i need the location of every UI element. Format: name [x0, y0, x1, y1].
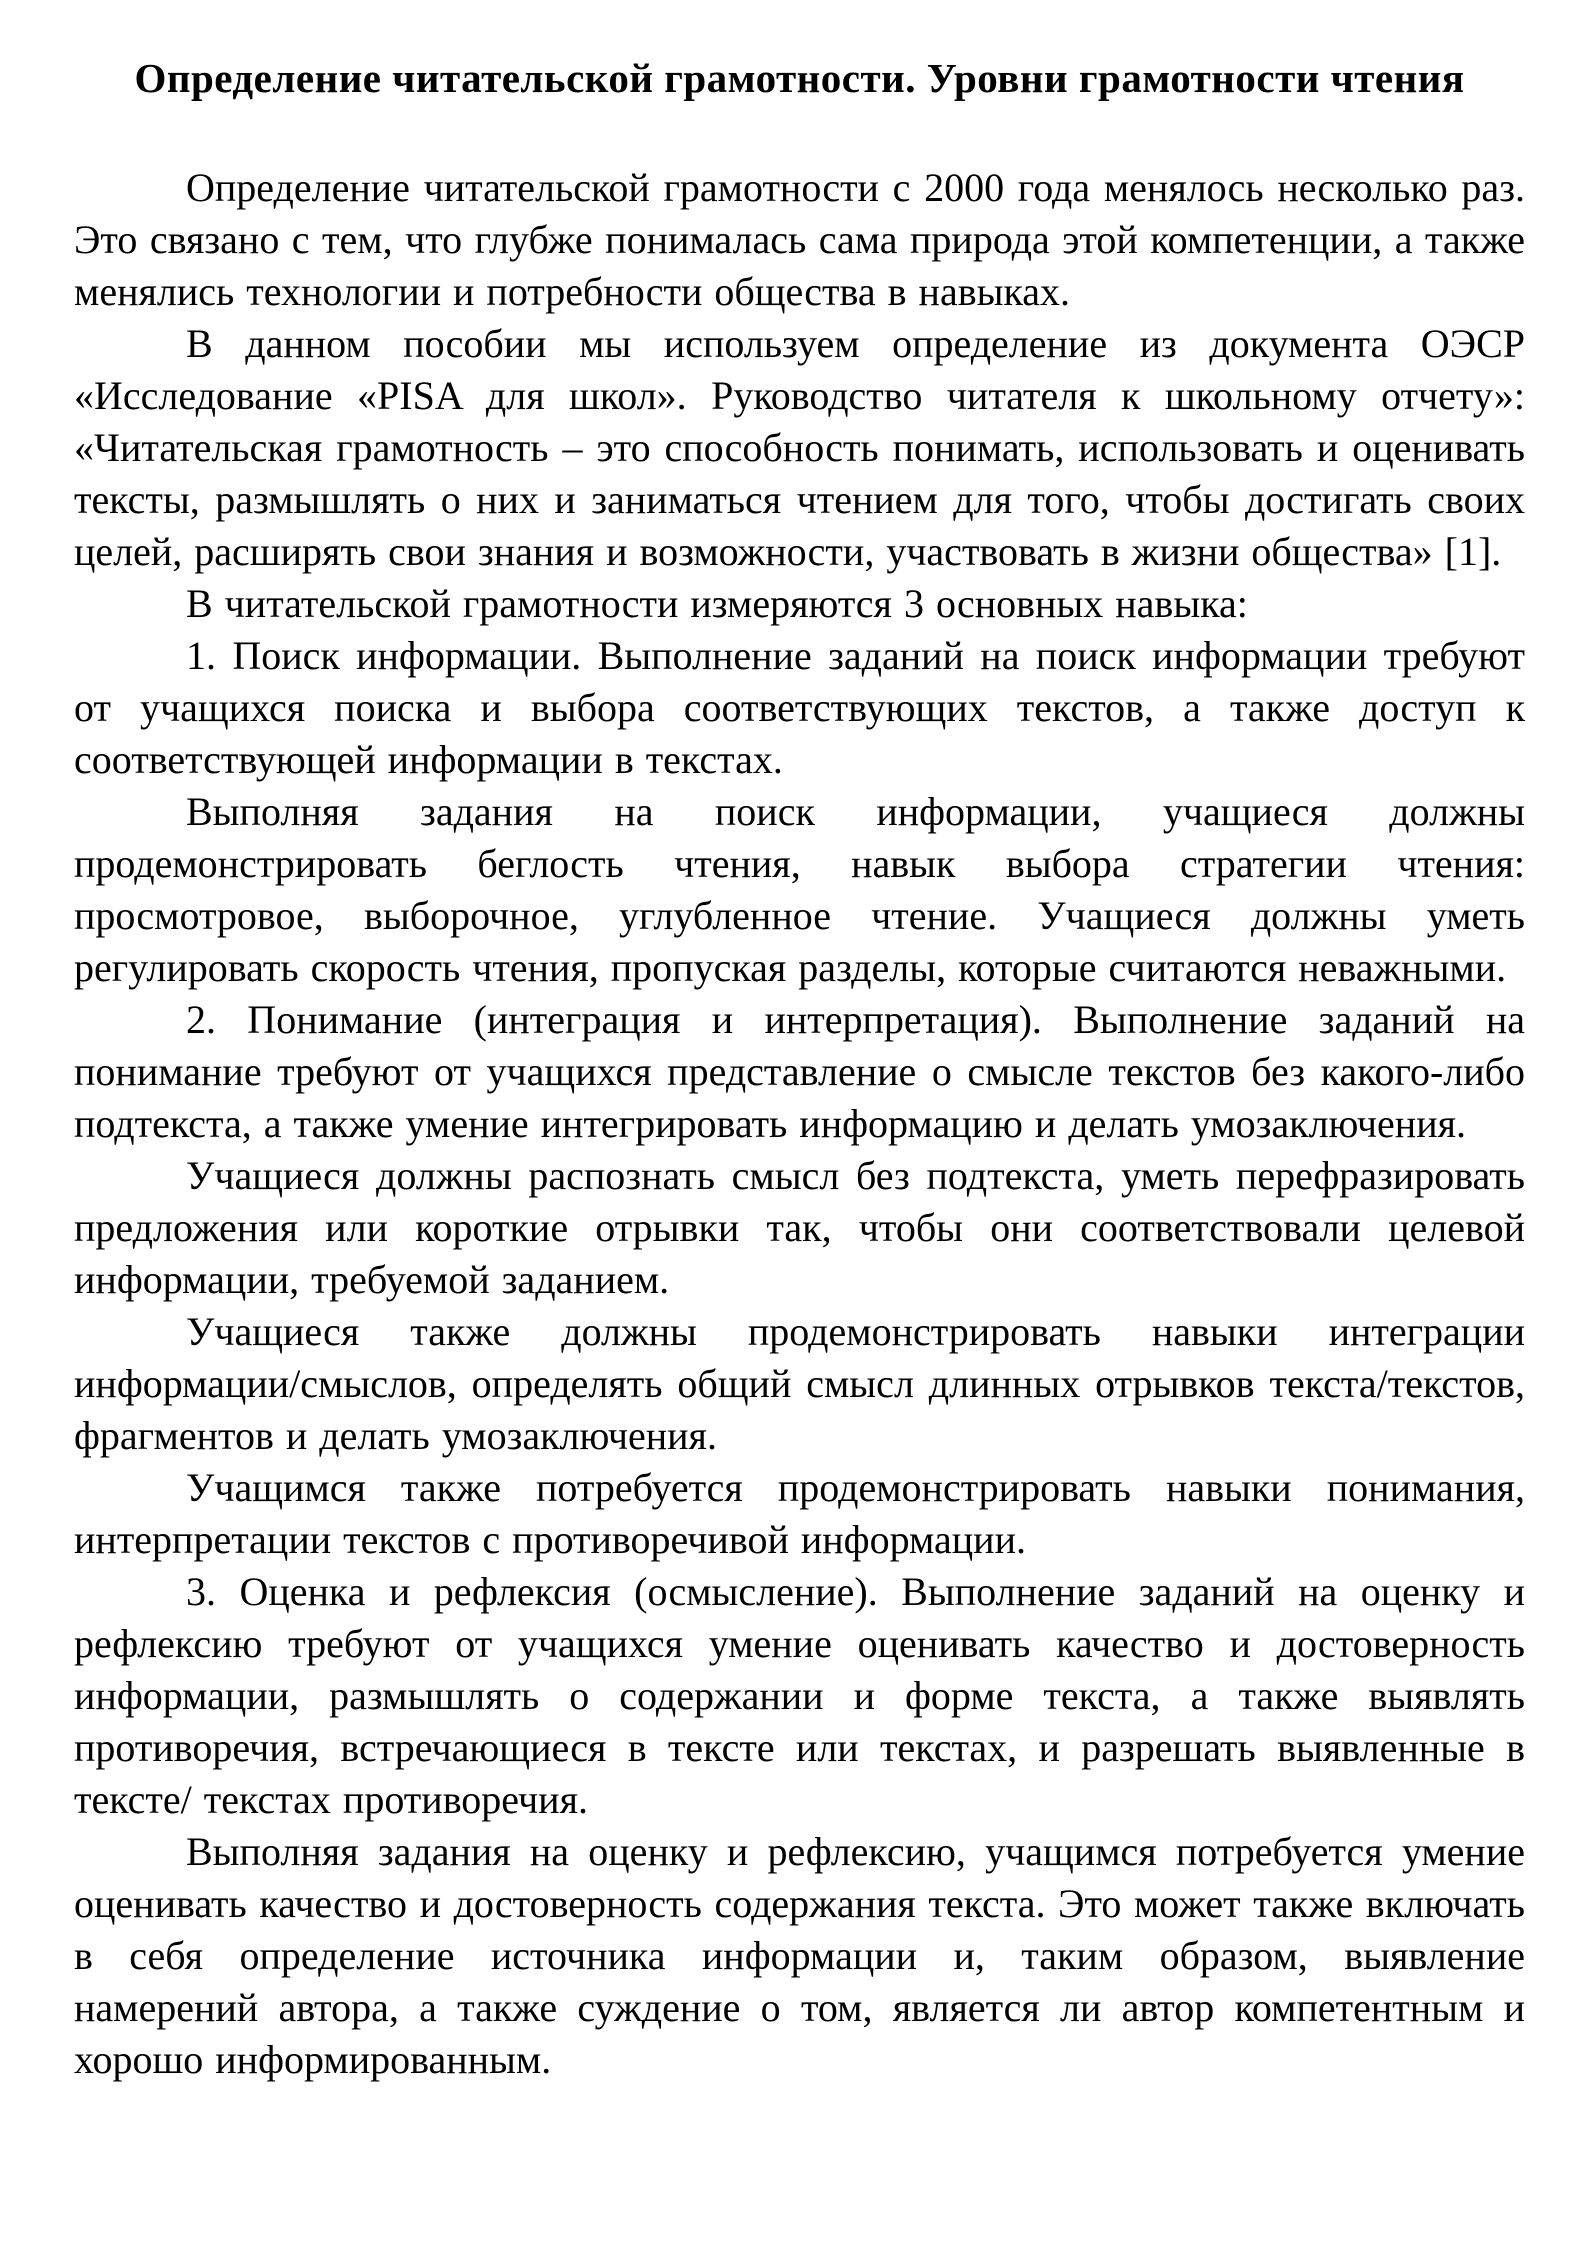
page-title: Определение читательской грамотности. Уровни грамотности чтения [134, 55, 1465, 101]
paragraph-three-skills-intro: В читательской грамотности измеряются 3 основных навыка: [186, 581, 1248, 626]
paragraph-definition-history: Определение читательской грамотности с 2000 года менялось несколько раз. Это связано с тем, что глубже понималась сама природа этой компетенции, а также менялись технологии и потребности общества в навыках. [74, 165, 1525, 314]
paragraph-understanding-paraphrase: Учащиеся должны распознать смысл без подтекста, уметь перефразировать предложения или короткие отрывки так, чтобы они соответствовали целевой информации, требуемой заданием. [74, 1153, 1525, 1302]
paragraph-understanding-integration: Учащиеся также должны продемонстрировать навыки интеграции информации/смыслов, определять общий смысл длинных отрывков текста/текстов, фрагментов и делать умозаключения. [74, 1309, 1525, 1458]
paragraph-evaluation-details: Выполняя задания на оценку и рефлексию, учащимся потребуется умение оценивать качество и достоверность содержания текста. Это может также включать в себя определение источника информации и, таким образом, выявление намерений автора, а также суждение о том, является ли автор компетентным и хорошо информированным. [74, 1829, 1525, 2082]
paragraph-skill-1-search: 1. Поиск информации. Выполнение заданий на поиск информации требуют от учащихся поиска и выбора соответствующих текстов, а также доступ к соответствующей информации в текстах. [74, 633, 1525, 782]
paragraph-skill-3-evaluation: 3. Оценка и рефлексия (осмысление). Выполнение заданий на оценку и рефлексию требуют от учащихся умение оценивать качество и достоверность информации, размышлять о содержании и форме текста, а также выявлять противоречия, встречающиеся в тексте или текстах, и разрешать выявленные в тексте/ текстах противоречия. [74, 1569, 1525, 1822]
paragraph-search-details: Выполняя задания на поиск информации, учащиеся должны продемонстрировать беглость чтения, навык выбора стратегии чтения: просмотровое, выборочное, углубленное чтение. Учащиеся должны уметь регулировать скорость чтения, пропуская разделы, которые считаются неважными. [74, 789, 1525, 990]
paragraph-understanding-contradictory: Учащимся также потребуется продемонстрировать навыки понимания, интерпретации текстов с противоречивой информации. [74, 1465, 1525, 1562]
paragraph-skill-2-understanding: 2. Понимание (интеграция и интерпретация). Выполнение заданий на понимание требуют от учащихся представление о смысле текстов без какого-либо подтекста, а также умение интегрировать информацию и делать умозаключения. [74, 997, 1525, 1146]
paragraph-oecd-pisa-definition: В данном пособии мы используем определение из документа ОЭСР «Исследование «PISA для школ». Руководство читателя к школьному отчету»: «Читательская грамотность – это способность понимать, использовать и оценивать тексты, размышлять о них и заниматься чтением для того, чтобы достигать своих целей, расширять свои знания и возможности, участвовать в жизни общества» [1]. [74, 321, 1525, 574]
